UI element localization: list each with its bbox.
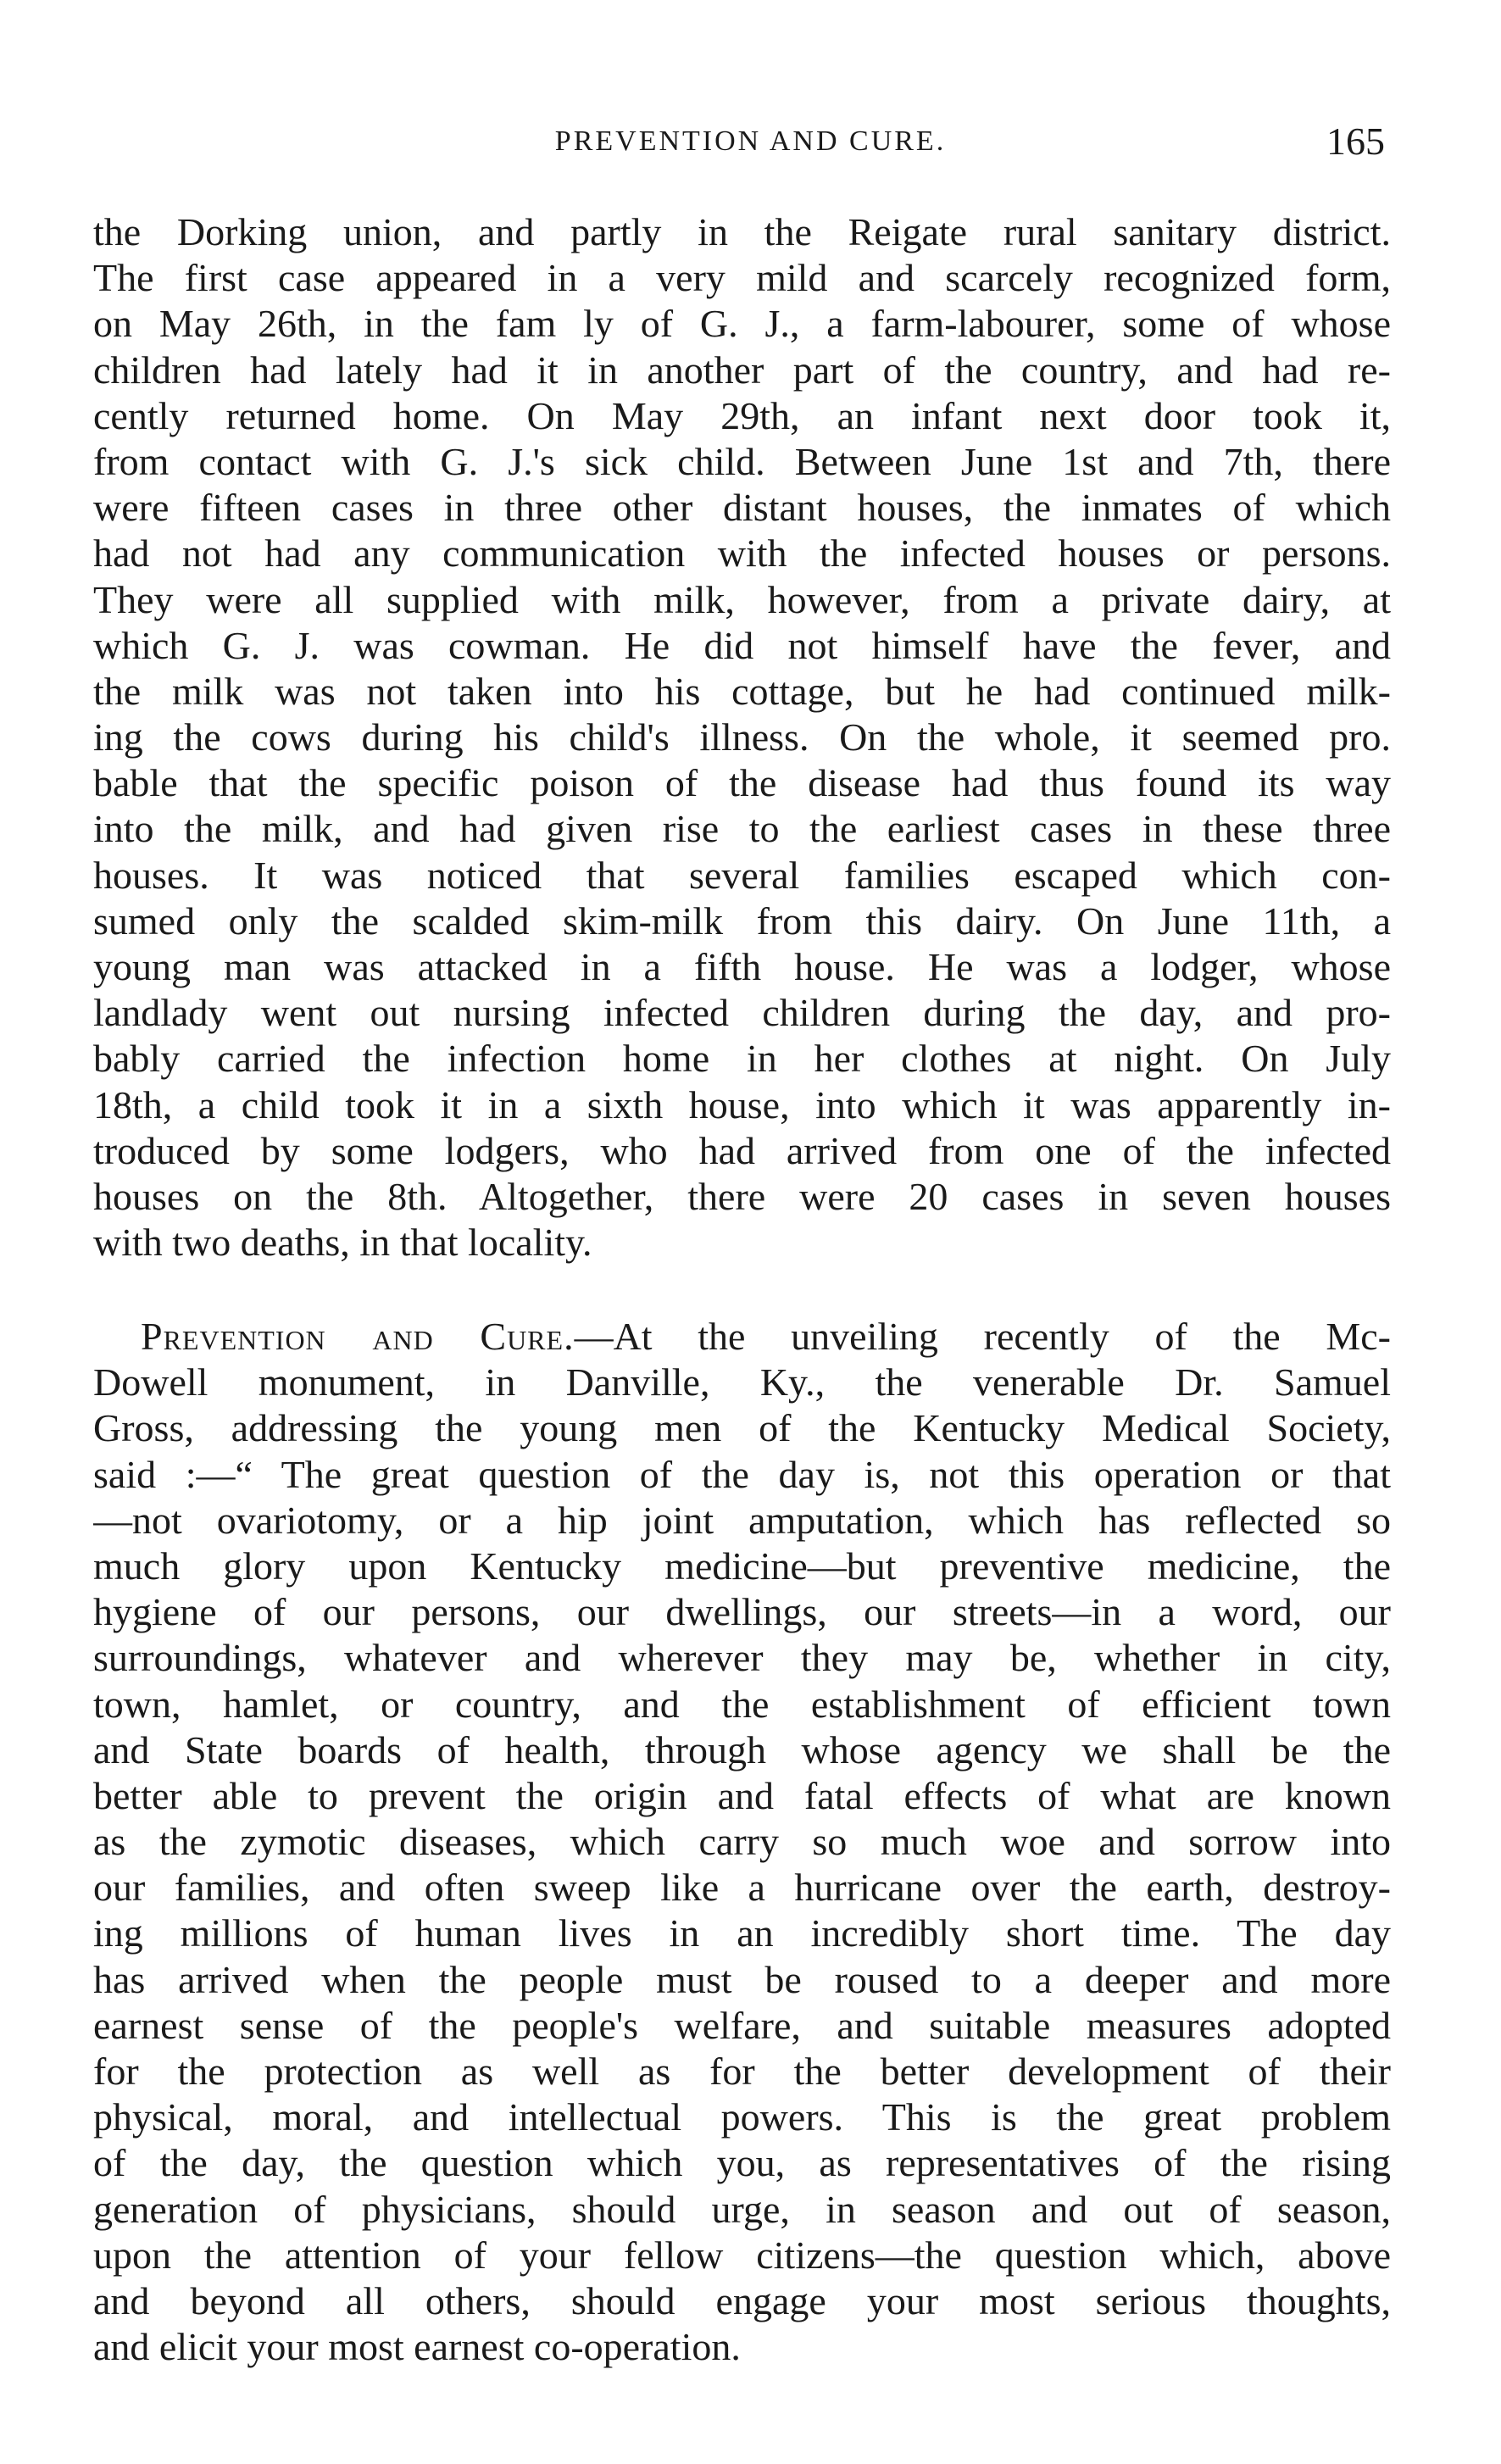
text-line: as the zymotic diseases, which carry so much woe and sorrow into (93, 1820, 1391, 1864)
text-line: troduced by some lodgers, who had arrived from one of the infected (93, 1128, 1391, 1172)
text-line: which G. J. was cowman. He did not himself have the fever, and (93, 623, 1391, 667)
text-line: bable that the specific poison of the disease had thus found its way (93, 761, 1391, 805)
text-line: and beyond all others, should engage your most serious thoughts, (93, 2278, 1391, 2322)
running-title: PREVENTION AND CURE. (554, 125, 947, 157)
text-line: and State boards of health, through whose agency we shall be the (93, 1727, 1391, 1772)
text-line: said :—“ The great question of the day is, not this operation or that (93, 1452, 1391, 1496)
text-line: The first case appeared in a very mild and scarcely recognized form, (93, 256, 1391, 300)
text-line: our families, and often sweep like a hurricane over the earth, destroy- (93, 1866, 1391, 1910)
text-line: cently returned home. On May 29th, an infant next door took it, (93, 393, 1391, 437)
lead-line-text: —At the unveiling recently of the Mc- (574, 1315, 1391, 1358)
text-line: had not had any communication with the infected houses or persons. (93, 531, 1391, 576)
text-line: generation of physicians, should urge, in season and out of season, (93, 2187, 1391, 2231)
section-heading: Prevention and Cure. (141, 1315, 575, 1358)
text-line: hygiene of our persons, our dwellings, our streets—in a word, our (93, 1590, 1391, 1634)
text-line: physical, moral, and intellectual powers. This is the great problem (93, 2095, 1391, 2139)
text-line: much glory upon Kentucky medicine—but preventive medicine, the (93, 1543, 1391, 1588)
page-number: 165 (1326, 120, 1385, 163)
text-line: has arrived when the people must be roused to a deeper and more (93, 1957, 1391, 2001)
text-line: on May 26th, in the fam ly of G. J., a farm-labourer, some of whose (93, 302, 1391, 346)
text-line: ing the cows during his child's illness. On the whole, it seemed pro. (93, 715, 1391, 759)
text-line: were fifteen cases in three other distant houses, the inmates of which (93, 486, 1391, 530)
text-line: town, hamlet, or country, and the establishment of efficient town (93, 1682, 1391, 1726)
text-line: Gross, addressing the young men of the Kentucky Medical Society, (93, 1406, 1391, 1450)
text-line: the Dorking union, and partly in the Reigate rural sanitary district. (93, 210, 1391, 253)
text-line: houses. It was noticed that several families escaped which con- (93, 853, 1391, 897)
text-line: sumed only the scalded skim-milk from this dairy. On June 11th, a (93, 898, 1391, 943)
text-line: Dowell monument, in Danville, Ky., the venerable Dr. Samuel (93, 1360, 1391, 1404)
text-line: with two deaths, in that locality. (93, 1221, 592, 1265)
text-line: landlady went out nursing infected children during the day, and pro- (93, 991, 1391, 1035)
text-line: into the milk, and had given rise to the earliest cases in these three (93, 807, 1391, 851)
text-line: —not ovariotomy, or a hip joint amputation, which has reflected so (93, 1498, 1391, 1542)
text-line: of the day, the question which you, as representatives of the rising (93, 2141, 1391, 2185)
text-line: from contact with G. J.'s sick child. Between June 1st and 7th, there (93, 439, 1391, 483)
text-line: better able to prevent the origin and fatal effects of what are known (93, 1773, 1391, 1817)
text-line: houses on the 8th. Altogether, there were 20 cases in seven houses (93, 1174, 1391, 1218)
text-line: for the protection as well as for the better development of their (93, 2050, 1391, 2093)
text-line: young man was attacked in a fifth house. He was a lodger, whose (93, 945, 1391, 988)
text-line: upon the attention of your fellow citizens—the question which, above (93, 2233, 1391, 2277)
text-line: and elicit your most earnest co-operation. (93, 2325, 741, 2369)
text-line: the milk was not taken into his cottage, but he had continued milk- (93, 669, 1391, 713)
paragraph-lead-line (93, 1314, 1391, 1360)
text-line: They were all supplied with milk, however, from a private dairy, at (93, 577, 1391, 621)
running-head (0, 119, 1501, 170)
text-line: ing millions of human lives in an incredibly short time. The day (93, 1911, 1391, 1955)
paragraph-prevention-and-cure (93, 1314, 1391, 2370)
paragraph-typhoid-outbreak (93, 209, 1391, 1265)
text-line: surroundings, whatever and wherever they may be, whether in city, (93, 1636, 1391, 1680)
text-line: bably carried the infection home in her clothes at night. On July (93, 1037, 1391, 1081)
text-line: children had lately had it in another part of the country, and had re- (93, 348, 1391, 392)
text-line: earnest sense of the people's welfare, and suitable measures adopted (93, 2003, 1391, 2047)
text-line: 18th, a child took it in a sixth house, into which it was apparently in- (93, 1082, 1391, 1126)
